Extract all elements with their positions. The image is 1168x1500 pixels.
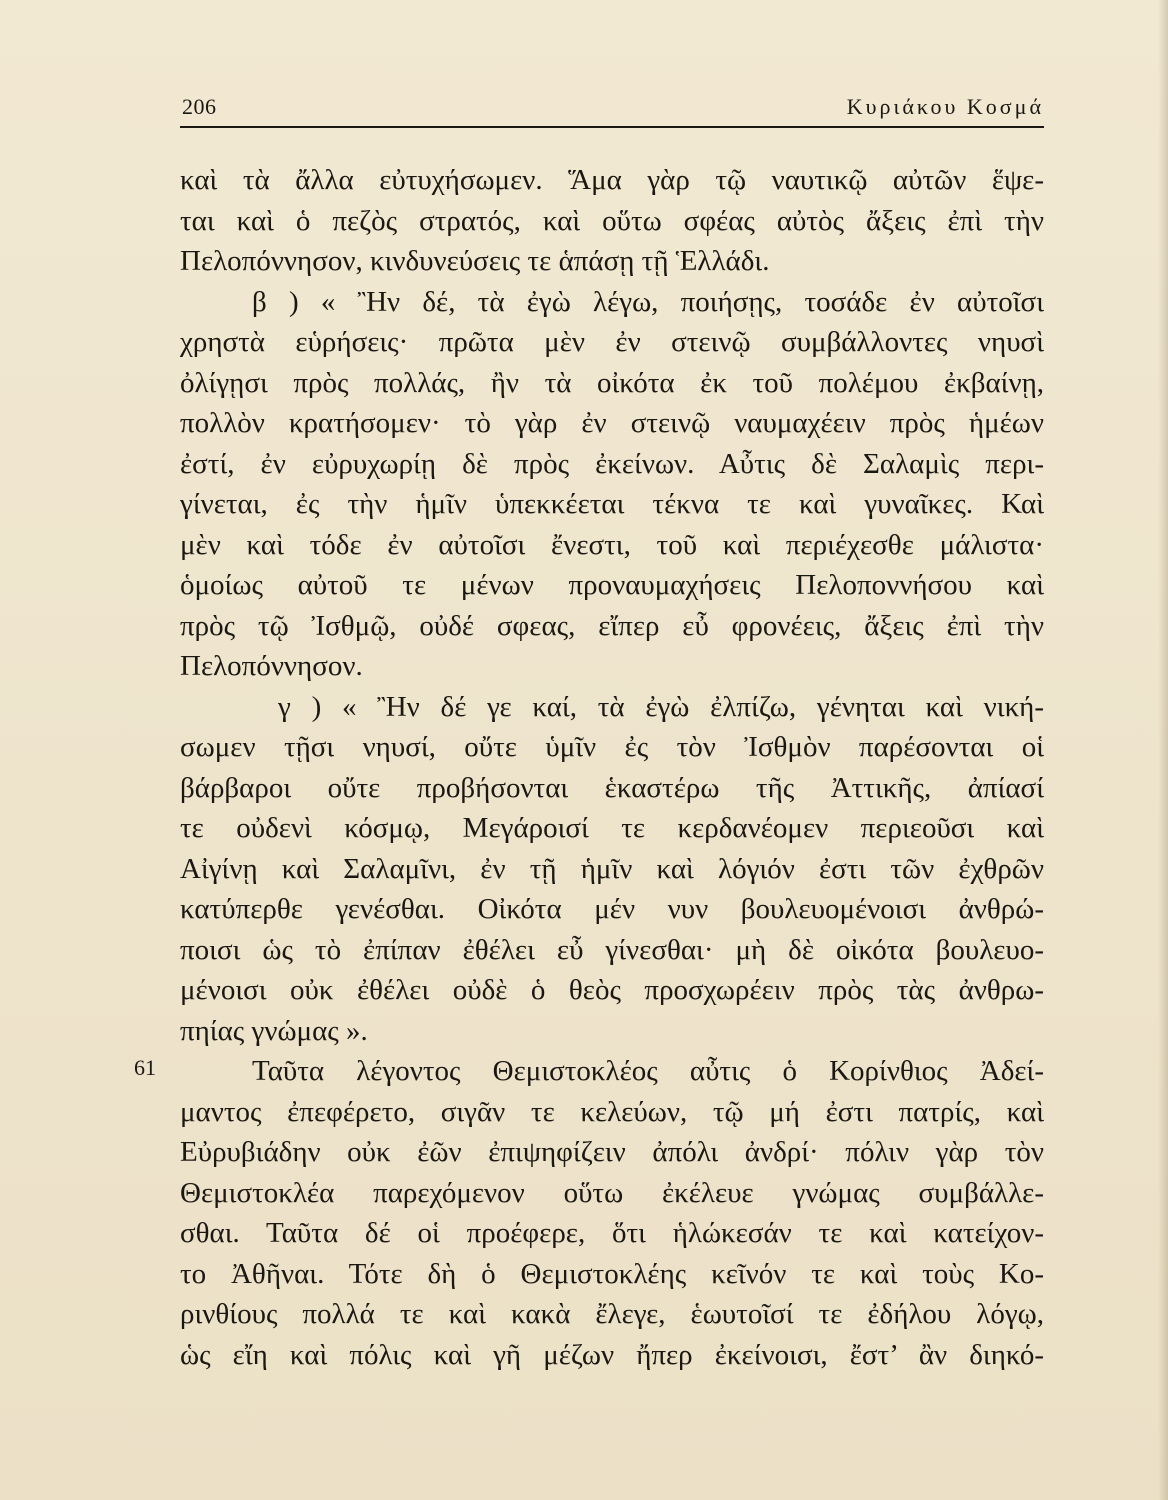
text-line: καὶ τὰ ἄλλα εὐτυχήσωμεν. Ἅμα γὰρ τῷ ναυτικῷ αὐτῶν ἕψε- [180,164,1044,196]
text-line: ὡς εἴη καὶ πόλις καὶ γῆ μέζων ἤπερ ἐκείνοισι, ἔστ’ ἂν διηκό- [180,1338,1044,1371]
text-line: Πελοπόννησον, κινδυνεύσεις τε ἁπάσῃ τῇ Ἑλλάδι. [180,245,770,277]
text-line: ἐστί, ἐν εὐρυχωρίῃ δὲ πρὸς ἐκείνων. Αὖτις δὲ Σαλαμὶς περι- [180,447,1044,480]
text-line: γ ) « Ἢν δέ γε καί, τὰ ἐγὼ ἐλπίζω, γένηται καὶ νική- [278,690,1044,723]
text-line: μένοισι οὐκ ἐθέλει οὐδὲ ὁ θεὸς προσχωρέειν πρὸς τὰς ἀνθρω- [180,974,1044,1006]
text-line: μαντος ἐπεφέρετο, σιγᾶν τε κελεύων, τῷ μή ἐστι πατρίς, καὶ [180,1095,1044,1128]
text-line: ρινθίους πολλά τε καὶ κακὰ ἔλεγε, ἑωυτοῖσί τε ἐδήλου λόγῳ, [180,1298,1044,1330]
text-line: σθαι. Ταῦτα δέ οἱ προέφερε, ὅτι ἡλώκεσάν τε καὶ κατείχον- [180,1217,1044,1249]
text-line: ται καὶ ὁ πεζὸς στρατός, καὶ οὕτω σφέας αὐτὸς ἄξεις ἐπὶ τὴν [180,204,1044,237]
text-line: Ταῦτα λέγοντος Θεμιστοκλέος αὖτις ὁ Κορίνθιος Ἀδεί- [252,1055,1044,1087]
body-text [180,160,1044,1375]
text-line: μὲν καὶ τόδε ἐν αὐτοῖσι ἔνεστι, τοῦ καὶ περιέχεσθε μάλιστα· [180,528,1044,561]
text-line: β ) « Ἢν δέ, τὰ ἐγὼ λέγω, ποιήσῃς, τοσάδε ἐν αὐτοῖσι [252,285,1044,318]
text-line: χρηστὰ εὑρήσεις· πρῶτα μὲν ἐν στεινῷ συμβάλλοντες νηυσὶ [180,326,1044,358]
text-line: πρὸς τῷ Ἰσθμῷ, οὐδέ σφεας, εἴπερ εὖ φρονέεις, ἄξεις ἐπὶ τὴν [180,609,1044,642]
text-line: πολλὸν κρατήσομεν· τὸ γὰρ ἐν στεινῷ ναυμαχέειν πρὸς ἡμέων [180,407,1044,439]
text-line: ὁμοίως αὐτοῦ τε μένων προναυμαχήσεις Πελοποννήσου καὶ [180,569,1044,601]
chapter-margin-number: 61 [134,1055,156,1080]
text-line: πηίας γνώμας ». [180,1014,368,1047]
page-header [182,94,1044,128]
text-line: τε οὐδενὶ κόσμῳ, Μεγάροισί τε κερδανέομεν περιεοῦσι καὶ [180,812,1044,844]
header-rule [180,126,1044,128]
text-line: Αἰγίνῃ καὶ Σαλαμῖνι, ἐν τῇ ἡμῖν καὶ λόγιόν ἐστι τῶν ἐχθρῶν [180,852,1044,885]
text-line: ποισι ὡς τὸ ἐπίπαν ἐθέλει εὖ γίνεσθαι· μὴ δὲ οἰκότα βουλευο- [180,933,1044,966]
text-line: Πελοπόννησον. [180,650,363,682]
text-line: Θεμιστοκλέα παρεχόμενον οὕτω ἐκέλευε γνώμας συμβάλλε- [180,1176,1044,1209]
text-line: Εὐρυβιάδην οὐκ ἐῶν ἐπιψηφίζειν ἀπόλι ἀνδρί· πόλιν γὰρ τὸν [180,1136,1044,1168]
text-line: το Ἀθῆναι. Τότε δὴ ὁ Θεμιστοκλέης κεῖνόν τε καὶ τοὺς Κο- [180,1257,1044,1290]
text-line: βάρβαροι οὔτε προβήσονται ἑκαστέρω τῆς Ἀττικῆς, ἀπίασί [180,771,1044,804]
text-line: ὀλίγῃσι πρὸς πολλάς, ἢν τὰ οἰκότα ἐκ τοῦ πολέμου ἐκβαίνῃ, [180,366,1044,399]
running-head: Κυριάκου Κοσμά [846,94,1044,119]
page-edge-shadow [1158,0,1168,1500]
text-line: γίνεται, ἐς τὴν ἡμῖν ὑπεκκέεται τέκνα τε καὶ γυναῖκες. Καὶ [180,488,1044,520]
text-line: κατύπερθε γενέσθαι. Οἰκότα μέν νυν βουλευομένοισι ἀνθρώ- [180,893,1044,925]
text-line: σωμεν τῇσι νηυσί, οὔτε ὑμῖν ἐς τὸν Ἰσθμὸν παρέσονται οἱ [180,731,1044,763]
page-number: 206 [182,94,217,119]
